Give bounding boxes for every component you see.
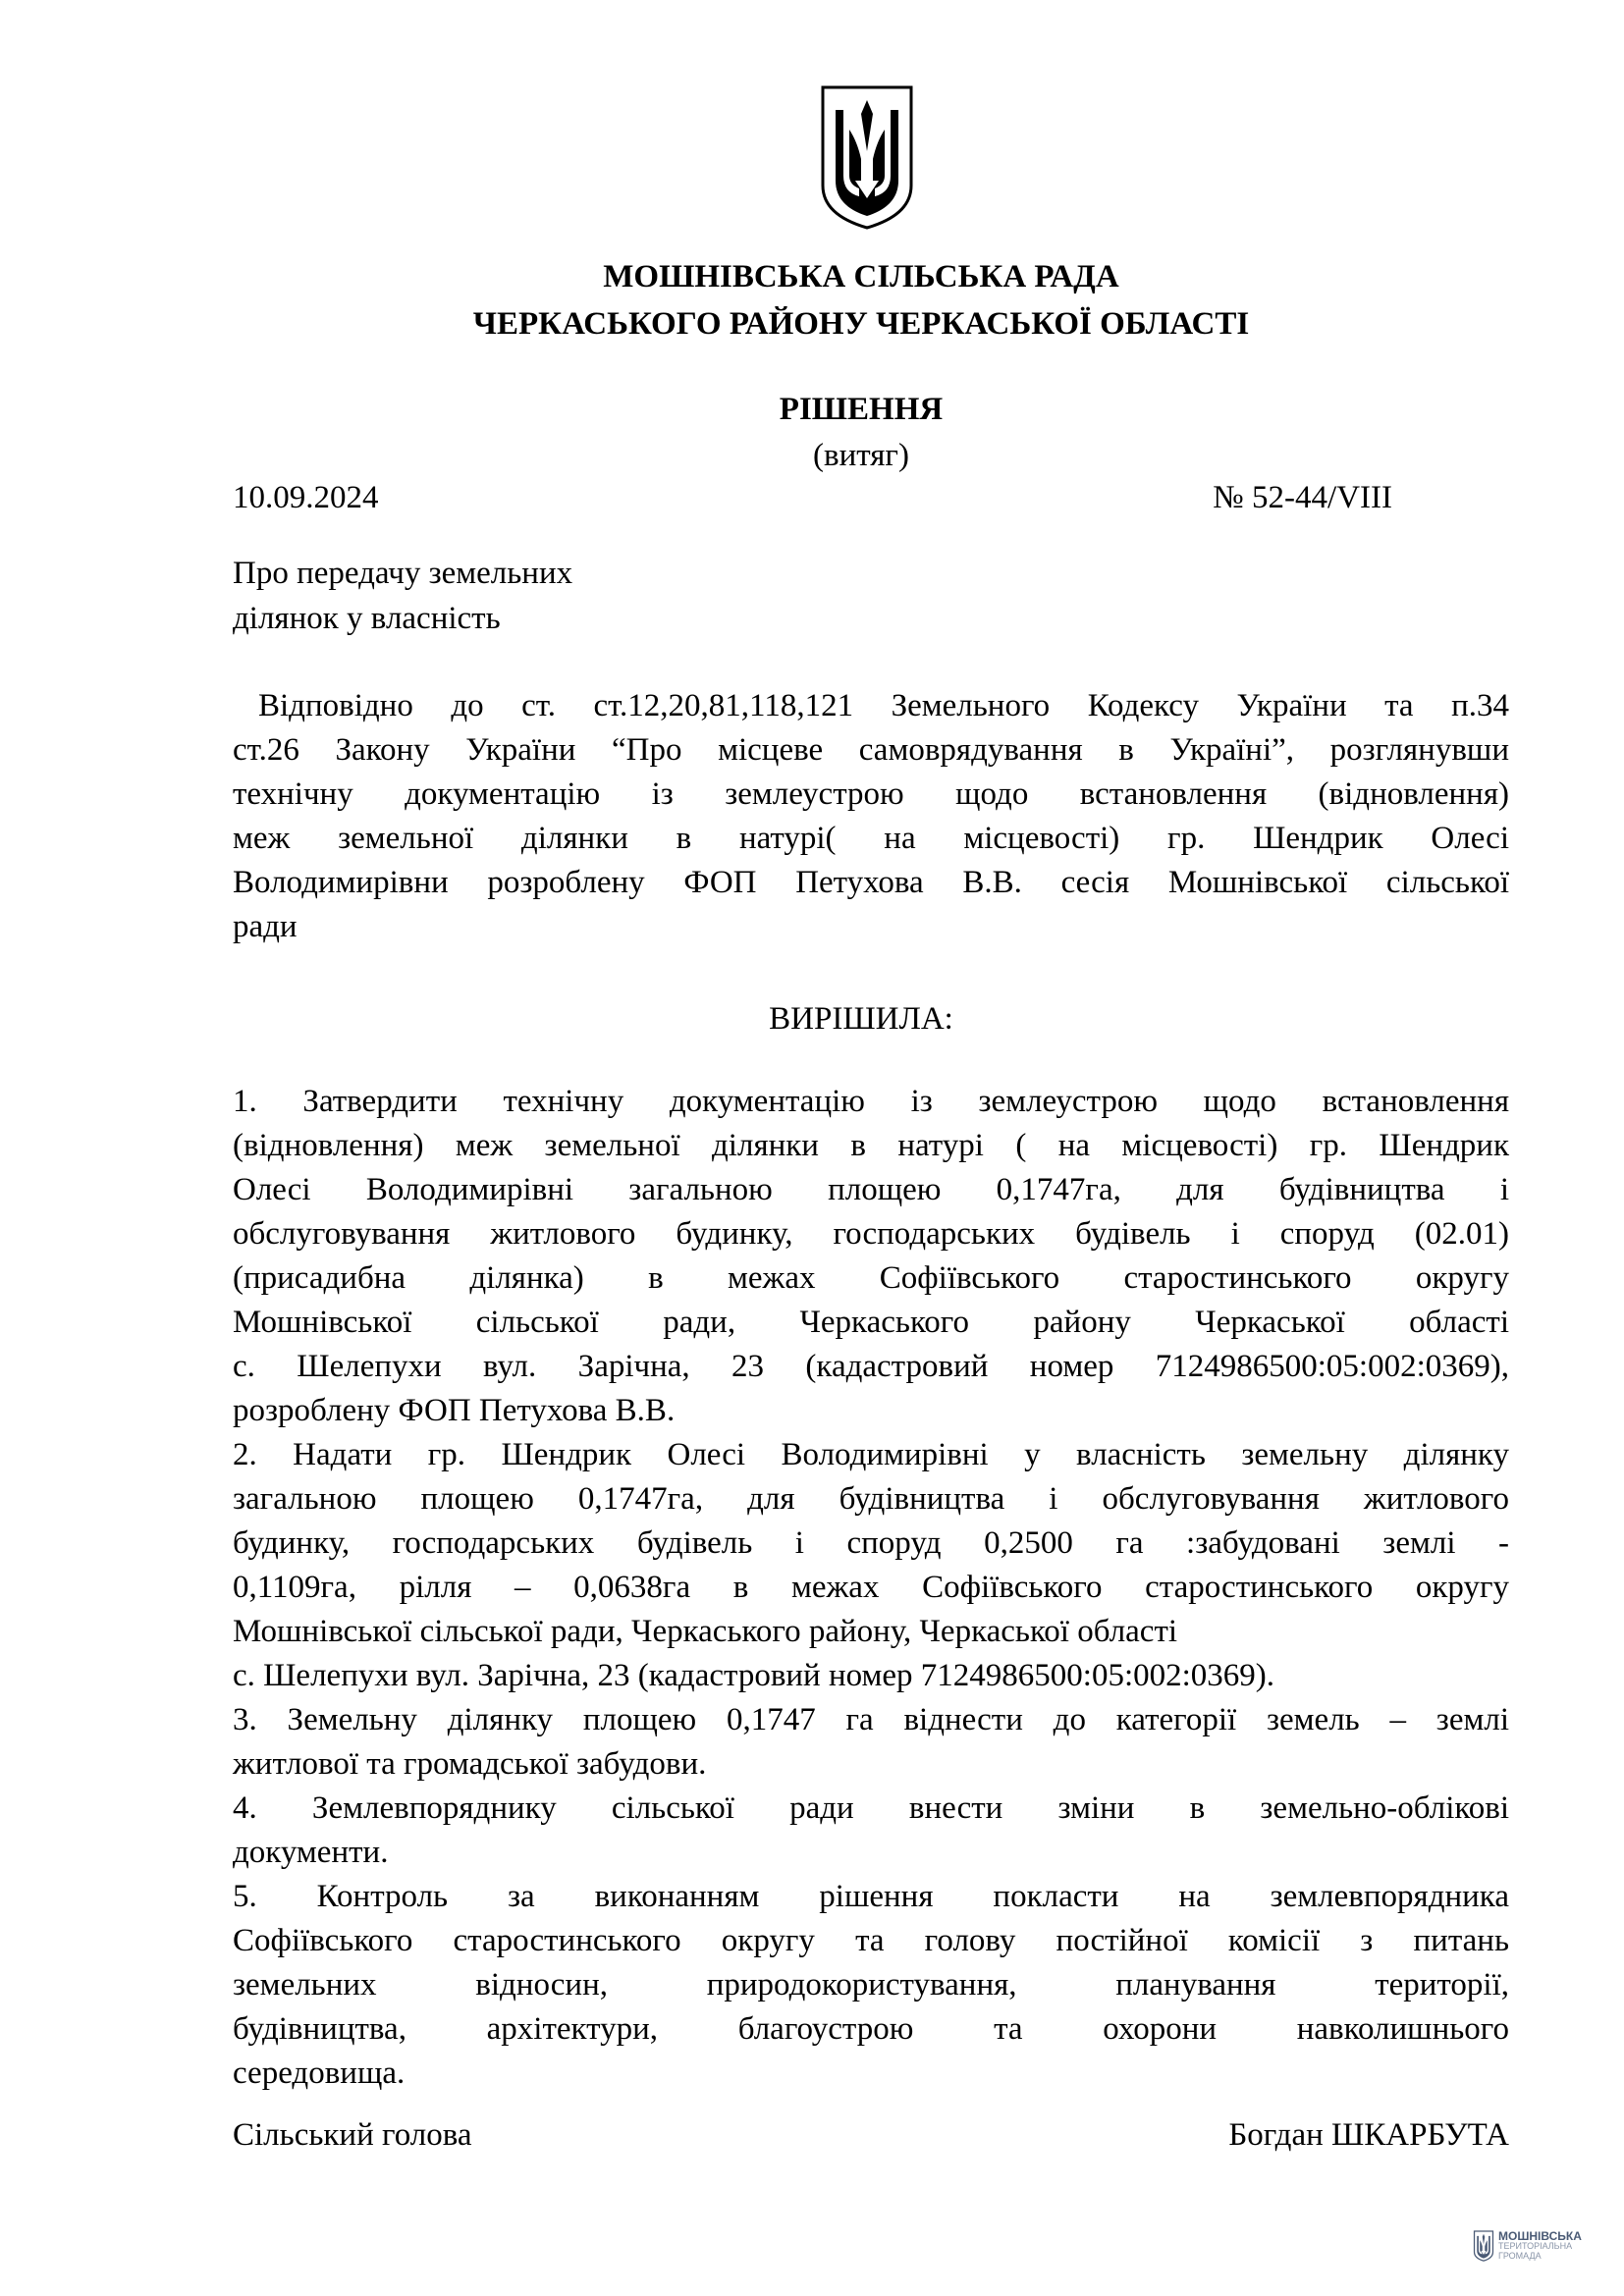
preamble xyxy=(233,684,1509,949)
subject-line: ділянок у власність xyxy=(233,601,501,636)
item-line: (присадибна ділянка) в межах Софіївського старостинського округу xyxy=(233,1260,1509,1296)
community-watermark xyxy=(1473,2230,1582,2262)
item-line: обслуговування житлового будинку, господарських будівель і споруд (02.01) xyxy=(233,1216,1509,1252)
item-line: документи. xyxy=(233,1835,389,1870)
decided-heading: ВИРІШИЛА: xyxy=(769,1001,953,1037)
council-name: МОШНІВСЬКА СІЛЬСЬКА РАДА xyxy=(603,259,1119,294)
item-line: розроблену ФОП Петухова В.В. xyxy=(233,1393,676,1428)
item-line: (відновлення) меж земельної ділянки в натурі ( на місцевості) гр. Шендрик xyxy=(233,1128,1509,1163)
item-line: с. Шелепухи вул. Зарічна, 23 (кадастровий номер 7124986500:05:002:0369), xyxy=(233,1349,1509,1384)
item-line: 4. Землевпоряднику сільської ради внести зміни в земельно-облікові xyxy=(233,1790,1509,1826)
item-line: с. Шелепухи вул. Зарічна, 23 (кадастровий номер 7124986500:05:002:0369). xyxy=(233,1658,1275,1693)
signature-line xyxy=(233,2112,1509,2158)
item-line: Мошнівської сільської ради, Черкаського району, Черкаської області xyxy=(233,1614,1178,1649)
watermark-line: МОШНІВСЬКА xyxy=(1498,2229,1582,2243)
trident-icon xyxy=(818,82,916,232)
document-number: № 52-44/VIII xyxy=(1213,480,1392,515)
subject-line: Про передачу земельних xyxy=(233,556,573,591)
item-line: житлової та громадської забудови. xyxy=(233,1746,707,1782)
item-line: будівництва, архітектури, благоустрою та охорони навколишнього xyxy=(233,2011,1509,2047)
item-line: 2. Надати гр. Шендрик Олесі Володимирівні у власність земельну ділянку xyxy=(233,1437,1509,1472)
preamble-line: ст.26 Закону України “Про місцеве самоврядування в Україні”, розглянувши xyxy=(233,732,1509,768)
resolution-items xyxy=(233,1080,1509,2096)
trident-icon xyxy=(1473,2230,1494,2262)
subject xyxy=(233,551,572,641)
item-line: Мошнівської сільської ради, Черкаського району Черкаської області xyxy=(233,1305,1509,1340)
item-line: 3. Земельну ділянку площею 0,1747 га віднести до категорії земель – землі xyxy=(233,1702,1509,1737)
item-line: Олесі Володимирівні загальною площею 0,1747га, для будівництва і xyxy=(233,1172,1509,1207)
document-subtitle: (витяг) xyxy=(813,438,909,473)
date-number-line xyxy=(233,475,1392,520)
document-date: 10.09.2024 xyxy=(233,480,379,515)
item-line: 0,1109га, рілля – 0,0638га в межах Софіївського старостинського округу xyxy=(233,1570,1509,1605)
signature-position: Сільський голова xyxy=(233,2117,472,2153)
item-line: будинку, господарських будівель і споруд 0,2500 га :забудовані землі - xyxy=(233,1525,1509,1561)
preamble-line: технічну документацію із землеустрою щодо встановлення (відновлення) xyxy=(233,776,1509,812)
item-line: 1. Затвердити технічну документацію із землеустрою щодо встановлення xyxy=(233,1084,1509,1119)
watermark-line: ТЕРИТОРІАЛЬНА xyxy=(1498,2241,1573,2251)
item-line: 5. Контроль за виконанням рішення покласти на землевпорядника xyxy=(233,1879,1509,1914)
preamble-line: ради xyxy=(233,909,298,944)
item-line: середовища. xyxy=(233,2056,406,2091)
watermark-line: ГРОМАДА xyxy=(1498,2251,1542,2261)
signature-name: Богдан ШКАРБУТА xyxy=(1228,2117,1509,2153)
item-line: земельних відносин, природокористування, планування території, xyxy=(233,1967,1509,2002)
preamble-line: Володимирівни розроблену ФОП Петухова В.В. сесія Мошнівської сільської xyxy=(233,865,1509,900)
document-title: РІШЕННЯ xyxy=(779,392,944,427)
preamble-line: Відповідно до ст. ст.12,20,81,118,121 Земельного Кодексу України та п.34 xyxy=(258,688,1509,723)
preamble-line: меж земельної ділянки в натурі( на місцевості) гр. Шендрик Олесі xyxy=(233,821,1509,856)
item-line: загальною площею 0,1747га, для будівництва і обслуговування житлового xyxy=(233,1481,1509,1517)
item-line: Софіївського старостинського округу та голову постійної комісії з питань xyxy=(233,1923,1509,1958)
council-region: ЧЕРКАСЬКОГО РАЙОНУ ЧЕРКАСЬКОЇ ОБЛАСТІ xyxy=(472,306,1250,342)
